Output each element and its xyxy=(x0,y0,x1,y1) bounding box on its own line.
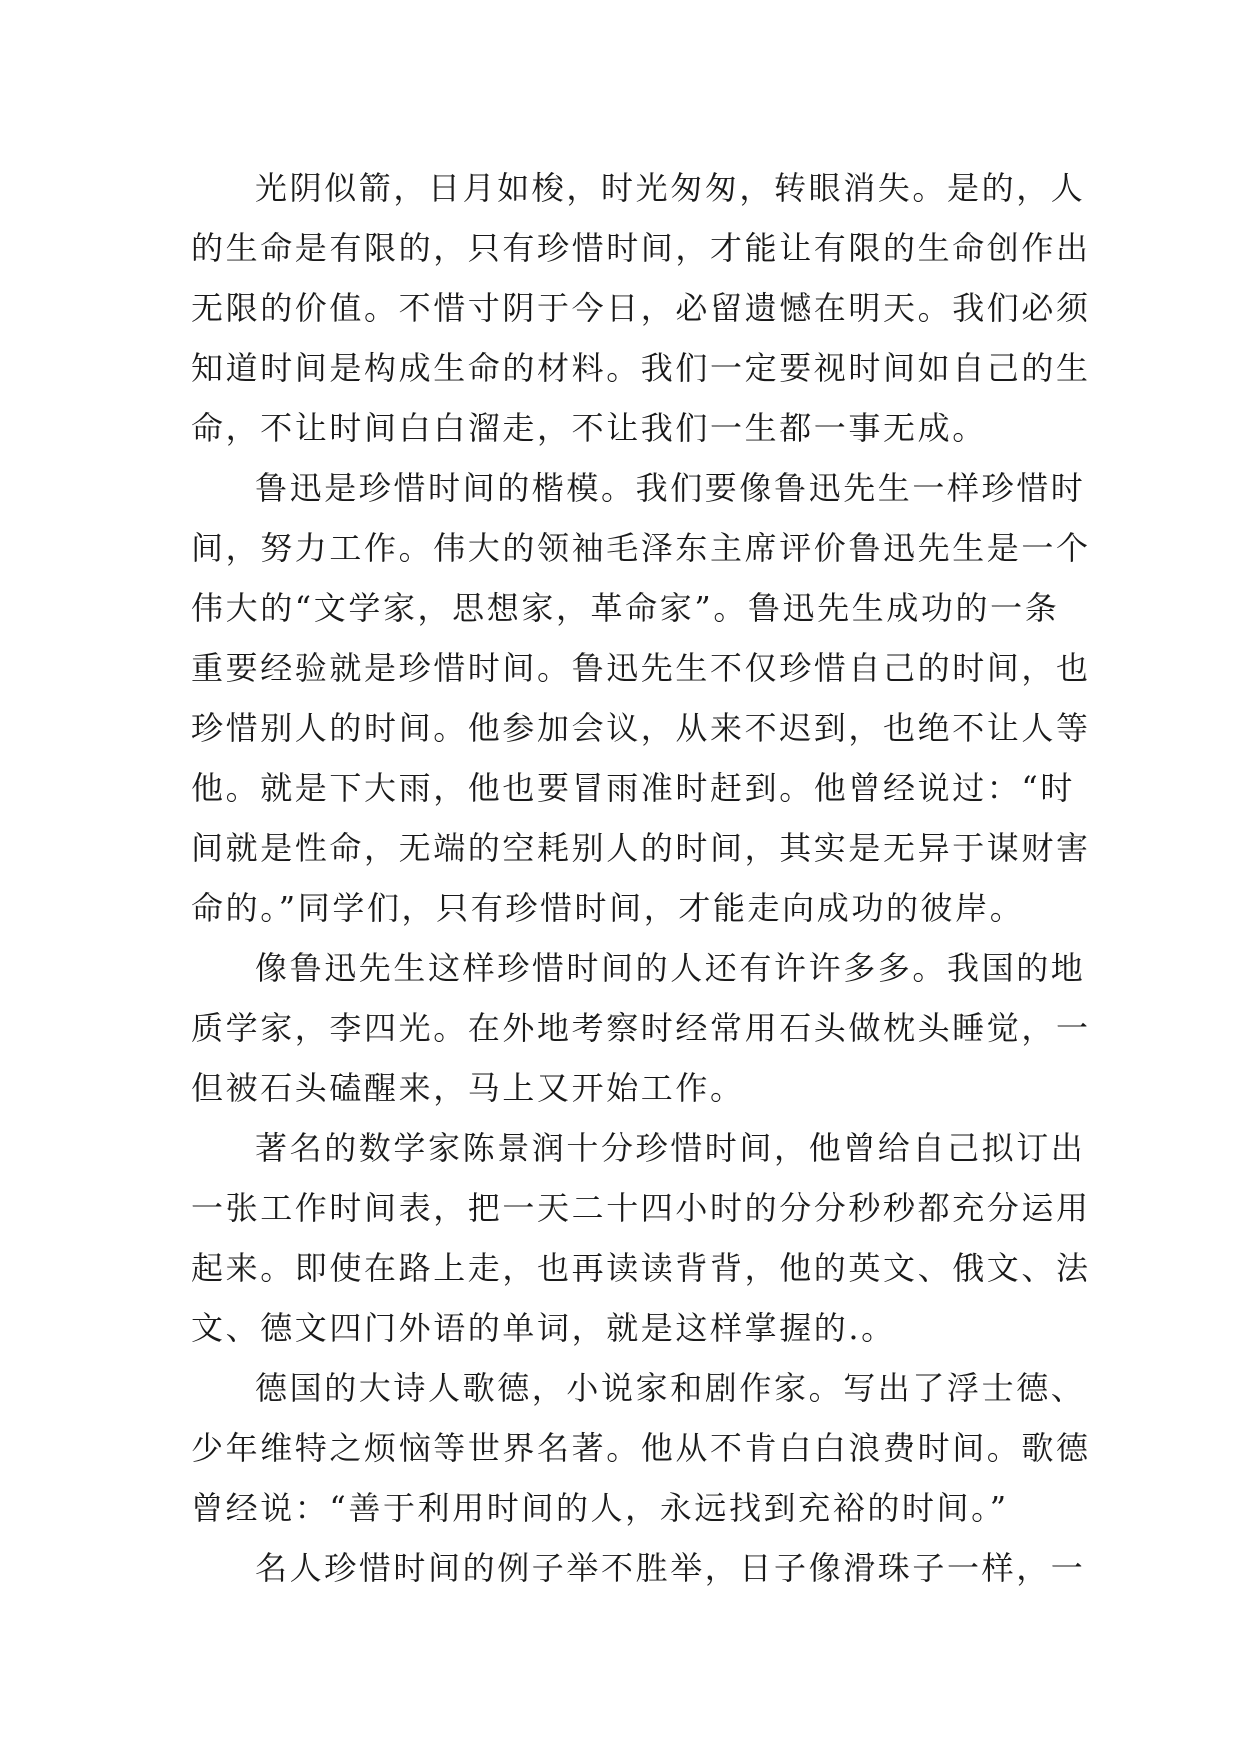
paragraph-line: 但被石头磕醒来，马上又开始工作。 xyxy=(191,1069,745,1107)
paragraph-line: 著名的数学家陈景润十分珍惜时间，他曾给自己拟订出 xyxy=(255,1129,1086,1167)
paragraph-line: 珍惜别人的时间。他参加会议，从来不迟到，也绝不让人等 xyxy=(191,709,1091,747)
paragraph-line: 光阴似箭，日月如梭，时光匆匆，转眼消失。是的，人 xyxy=(255,169,1086,207)
paragraph-line: 无限的价值。不惜寸阴于今日，必留遗憾在明天。我们必须 xyxy=(191,289,1091,327)
paragraph-line: 间，努力工作。伟大的领袖毛泽东主席评价鲁迅先生是一个 xyxy=(191,529,1091,567)
paragraph-6 xyxy=(191,1538,1086,1598)
paragraph-line: 少年维特之烦恼等世界名著。他从不肯白白浪费时间。歌德 xyxy=(191,1429,1091,1467)
paragraph-line: 命，不让时间白白溜走，不让我们一生都一事无成。 xyxy=(191,409,987,447)
paragraph-line: 重要经验就是珍惜时间。鲁迅先生不仅珍惜自己的时间，也 xyxy=(191,649,1091,687)
paragraph-line: 的生命是有限的，只有珍惜时间，才能让有限的生命创作出 xyxy=(191,229,1091,267)
paragraph-line: 文、德文四门外语的单词，就是这样掌握的.。 xyxy=(191,1309,896,1347)
paragraph-line: 他。就是下大雨，他也要冒雨准时赶到。他曾经说过：“时 xyxy=(191,769,1075,807)
paragraph-line: 德国的大诗人歌德，小说家和剧作家。写出了浮士德、 xyxy=(255,1369,1086,1407)
paragraph-line: 鲁迅是珍惜时间的楷模。我们要像鲁迅先生一样珍惜时 xyxy=(255,469,1086,507)
paragraph-line: 知道时间是构成生命的材料。我们一定要视时间如自己的生 xyxy=(191,349,1091,387)
paragraph-2 xyxy=(191,458,1091,938)
paragraph-line: 曾经说：“善于利用时间的人，永远找到充裕的时间。” xyxy=(191,1489,1009,1527)
paragraph-line: 起来。即使在路上走，也再读读背背，他的英文、俄文、法 xyxy=(191,1249,1091,1287)
document-body xyxy=(191,158,1091,1598)
paragraph-1 xyxy=(191,158,1091,458)
paragraph-line: 间就是性命，无端的空耗别人的时间，其实是无异于谋财害 xyxy=(191,829,1091,867)
paragraph-4 xyxy=(191,1118,1091,1358)
paragraph-3 xyxy=(191,938,1091,1118)
paragraph-line: 一张工作时间表，把一天二十四小时的分分秒秒都充分运用 xyxy=(191,1189,1091,1227)
paragraph-line: 命的。”同学们，只有珍惜时间，才能走向成功的彼岸。 xyxy=(191,889,1025,927)
paragraph-line: 质学家，李四光。在外地考察时经常用石头做枕头睡觉，一 xyxy=(191,1009,1091,1047)
paragraph-line: 像鲁迅先生这样珍惜时间的人还有许许多多。我国的地 xyxy=(255,949,1086,987)
paragraph-5 xyxy=(191,1358,1091,1538)
paragraph-line: 名人珍惜时间的例子举不胜举，日子像滑珠子一样，一 xyxy=(255,1549,1086,1587)
paragraph-line: 伟大的“文学家，思想家，革命家”。鲁迅先生成功的一条 xyxy=(191,589,1060,627)
